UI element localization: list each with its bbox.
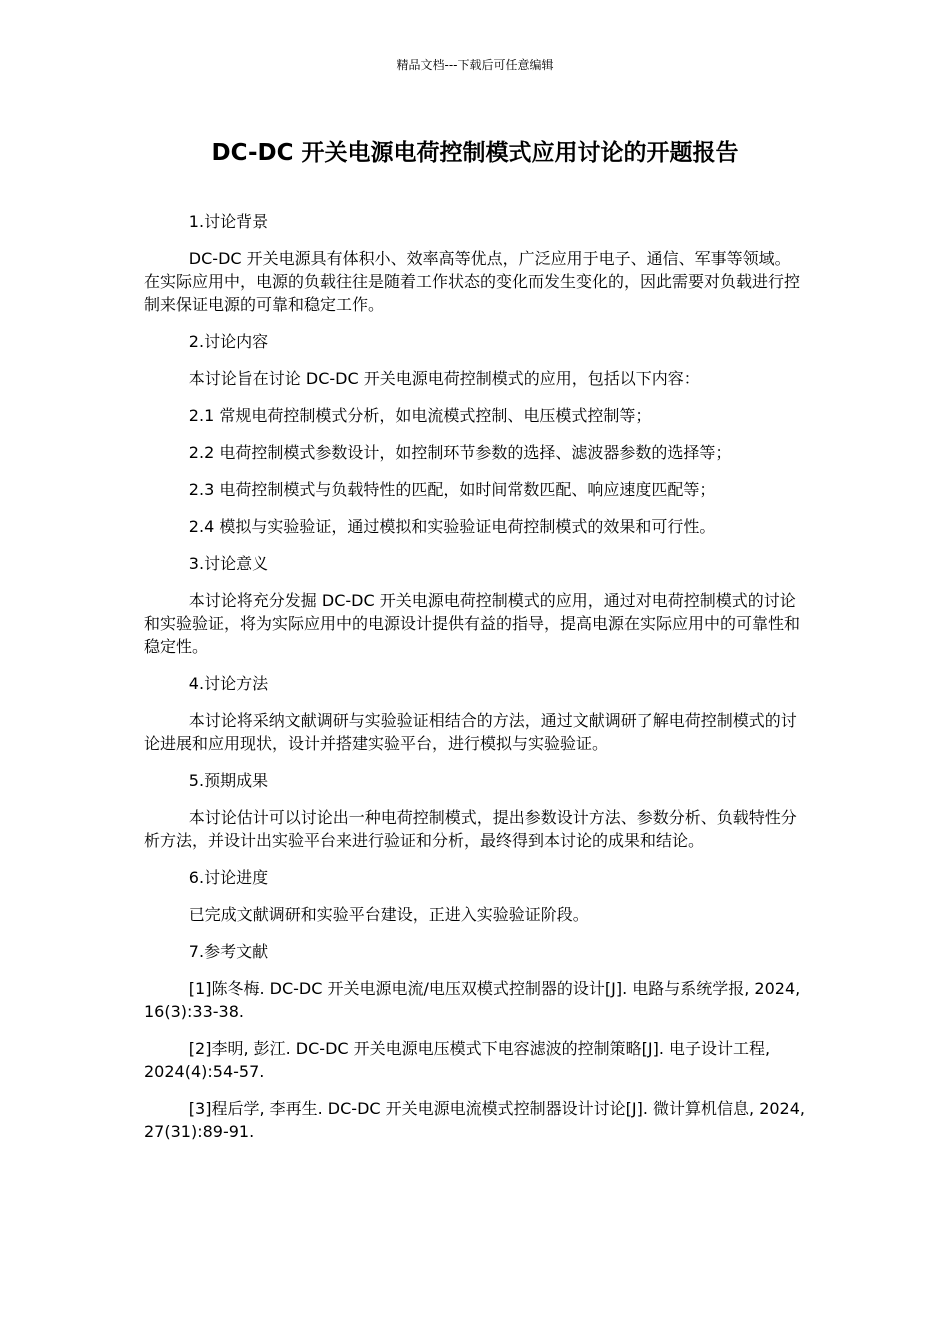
paragraph-significance: 本讨论将充分发掘 DC-DC 开关电源电荷控制模式的应用，通过对电荷控制模式的讨论和实验验证，将为实际应用中的电源设计提供有益的指导，提高电源在实际应用中的可靠性和稳定性。 [144,591,801,656]
section-heading-references: 7.参考文献 [188,942,269,961]
list-item-2-4: 2.4 模拟与实验验证，通过模拟和实验验证电荷控制模式的效果和可行性。 [188,517,716,536]
section-heading-method: 4.讨论方法 [188,674,269,693]
document-body [144,210,806,1157]
section-heading-progress: 6.讨论进度 [188,868,269,887]
section-heading-significance: 3.讨论意义 [188,554,269,573]
section-heading-background: 1.讨论背景 [188,212,269,231]
page-header-note: 精品文档---下载后可任意编辑 [396,58,554,72]
section-heading-expected-results: 5.预期成果 [188,771,269,790]
paragraph-background: DC-DC 开关电源具有体积小、效率高等优点，广泛应用于电子、通信、军事等领域。在实际应用中，电源的负载往往是随着工作状态的变化而发生变化的，因此需要对负载进行控制来保证电源的可靠和稳定工作。 [144,249,801,314]
document-title: DC-DC 开关电源电荷控制模式应用讨论的开题报告 [211,140,739,166]
list-item-2-3: 2.3 电荷控制模式与负载特性的匹配，如时间常数匹配、响应速度匹配等； [188,480,716,499]
list-item-2-1: 2.1 常规电荷控制模式分析，如电流模式控制、电压模式控制等； [188,406,652,425]
section-heading-content: 2.讨论内容 [188,332,269,351]
reference-item-3: [3]程后学, 李再生. DC-DC 开关电源电流模式控制器设计讨论[J]. 微计算机信息, 2024, 27(31):89-91. [144,1099,806,1141]
paragraph-expected-results: 本讨论估计可以讨论出一种电荷控制模式，提出参数设计方法、参数分析、负载特性分析方法，并设计出实验平台来进行验证和分析，最终得到本讨论的成果和结论。 [144,808,797,850]
reference-item-2: [2]李明, 彭江. DC-DC 开关电源电压模式下电容滤波的控制策略[J]. 电子设计工程, 2024(4):54-57. [144,1039,771,1081]
paragraph-method: 本讨论将采纳文献调研与实验验证相结合的方法，通过文献调研了解电荷控制模式的讨论进展和应用现状，设计并搭建实验平台，进行模拟与实验验证。 [144,711,797,753]
list-item-2-2: 2.2 电荷控制模式参数设计，如控制环节参数的选择、滤波器参数的选择等； [188,443,732,462]
paragraph-content-intro: 本讨论旨在讨论 DC-DC 开关电源电荷控制模式的应用，包括以下内容： [188,369,700,388]
paragraph-progress: 已完成文献调研和实验平台建设，正进入实验验证阶段。 [188,905,589,924]
reference-item-1: [1]陈冬梅. DC-DC 开关电源电流/电压双模式控制器的设计[J]. 电路与系统学报, 2024, 16(3):33-38. [144,979,801,1021]
